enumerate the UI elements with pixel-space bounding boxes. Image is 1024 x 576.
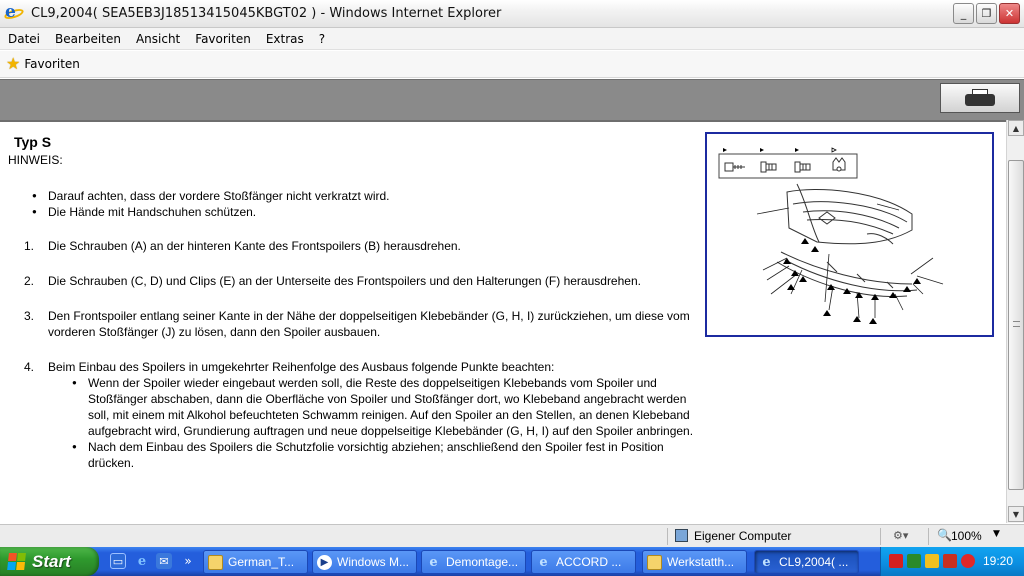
ie-icon: e xyxy=(762,554,771,570)
printer-icon xyxy=(963,89,997,107)
security-alert-tray-icon[interactable] xyxy=(925,554,939,568)
start-label: Start xyxy=(32,551,71,571)
taskbar-item-label: Windows M... xyxy=(337,555,410,569)
windows-flag-icon xyxy=(7,553,27,571)
step-text: Den Frontspoiler entlang seiner Kante in der Nähe der doppelseitigen Klebebänder (G, H, I) zurückziehen, um diese vom vorderen Stoßfänger (J) zu lösen, dann den Spoiler ausbauen. xyxy=(48,309,690,339)
window-title: CL9,2004( SEA5EB3J18513415045KBGT02 ) - Windows Internet Explorer xyxy=(31,6,502,21)
step-number: 1. xyxy=(24,239,35,253)
quicklaunch-more-icon[interactable]: » xyxy=(184,554,192,568)
menu-datei[interactable]: Datei xyxy=(8,31,41,46)
protected-mode-icon[interactable]: ⚙▾ xyxy=(893,529,909,542)
step-number: 2. xyxy=(24,274,35,288)
note-item: ● Darauf achten, dass der vordere Stoßfänger nicht verkratzt wird. xyxy=(30,188,390,204)
document-content xyxy=(0,120,1006,523)
menu-bar xyxy=(0,28,1024,50)
taskbar-item-german[interactable] xyxy=(203,550,308,574)
menu-help[interactable]: ? xyxy=(318,31,326,46)
step-3 xyxy=(24,308,694,340)
taskbar xyxy=(0,547,1024,576)
taskbar-item-label: Werkstatth... xyxy=(667,555,735,569)
page-heading: Typ S xyxy=(14,134,52,150)
menu-favoriten[interactable]: Favoriten xyxy=(195,31,251,46)
taskbar-item-label: CL9,2004( ... xyxy=(779,555,849,569)
note-item: ● Die Hände mit Handschuhen schützen. xyxy=(30,204,390,220)
vertical-scrollbar[interactable] xyxy=(1006,120,1024,523)
menu-ansicht[interactable]: Ansicht xyxy=(135,31,181,46)
spoiler-diagram xyxy=(705,132,994,337)
zoom-dropdown-icon[interactable]: ▼ xyxy=(993,529,1000,539)
status-bar xyxy=(0,524,1024,547)
menu-bearbeiten[interactable]: Bearbeiten xyxy=(55,31,121,46)
scroll-thumb[interactable] xyxy=(1008,160,1024,490)
taskbar-item-demontage[interactable] xyxy=(421,550,526,574)
taskbar-item-label: German_T... xyxy=(228,555,295,569)
step-4 xyxy=(24,359,694,471)
print-button[interactable] xyxy=(940,83,1020,113)
scroll-down-button[interactable]: ▼ xyxy=(1008,506,1024,522)
taskbar-item-accord[interactable] xyxy=(531,550,636,574)
favorites-button[interactable]: Favoriten xyxy=(24,57,80,71)
menu-extras[interactable]: Extras xyxy=(265,31,304,46)
taskbar-item-label: Demontage... xyxy=(446,555,519,569)
favorites-star-icon[interactable]: ★ xyxy=(6,54,21,73)
acrobat-tray-icon[interactable] xyxy=(889,554,903,568)
step-text: Die Schrauben (A) an der hinteren Kante des Frontspoilers (B) herausdrehen. xyxy=(48,239,461,253)
zoom-icon[interactable]: 🔍 xyxy=(937,528,952,542)
taskbar-item-media-player[interactable] xyxy=(312,550,417,574)
folder-icon xyxy=(647,555,662,570)
step-number: 3. xyxy=(24,309,35,323)
spoiler-illustration xyxy=(707,134,992,335)
close-button[interactable]: ✕ xyxy=(999,3,1020,24)
step-4-points xyxy=(70,375,710,471)
ie-logo-icon: e xyxy=(5,5,23,23)
title-bar xyxy=(0,0,1024,28)
show-desktop-icon[interactable]: ▭ xyxy=(110,553,126,569)
taskbar-item-werkstatt[interactable] xyxy=(642,550,747,574)
computer-icon xyxy=(675,529,688,542)
maximize-button[interactable]: ❐ xyxy=(976,3,997,24)
quicklaunch-ie-icon[interactable]: e xyxy=(137,553,147,569)
network-tray-icon[interactable] xyxy=(907,554,921,568)
step-1 xyxy=(24,238,694,254)
clock: 19:20 xyxy=(983,554,1014,568)
favorites-bar xyxy=(0,51,1024,78)
start-button[interactable] xyxy=(0,547,99,576)
minimize-button[interactable]: _ xyxy=(953,3,974,24)
zoom-level[interactable]: 100% xyxy=(951,529,982,543)
media-player-icon: ▶ xyxy=(317,555,332,570)
taskbar-item-cl9-active[interactable] xyxy=(754,550,859,574)
security-zone-label: Eigener Computer xyxy=(694,529,792,543)
step-text: Beim Einbau des Spoilers in umgekehrter Reihenfolge des Ausbaus folgende Punkte beachten: xyxy=(48,360,555,374)
taskbar-item-label: ACCORD ... xyxy=(556,555,622,569)
note-label: HINWEIS: xyxy=(8,153,63,167)
page-header-bar xyxy=(0,79,1024,120)
ie-icon: e xyxy=(429,554,438,570)
folder-icon xyxy=(208,555,223,570)
antivirus-tray-icon[interactable] xyxy=(961,554,975,568)
app-tray-icon[interactable] xyxy=(943,554,957,568)
window-controls xyxy=(953,3,1020,24)
scroll-up-button[interactable]: ▲ xyxy=(1008,120,1024,136)
step-4-point: ● Wenn der Spoiler wieder eingebaut werden soll, die Reste des doppelseitigen Klebebands vom Spoiler und Stoßfänger abschaben, dann die Oberfläche von Spoiler und Stoßfänger dort, wo Klebeband angebracht werden soll, mit einem mit Alkohol befeuchteten Schwamm reinigen. Auf den Spoiler an den Stellen, an denen Klebeband aufgebracht wird, Grundierung auftragen und neue doppelseitige Klebebänder (G, H, I) auf den Spoiler anbringen. xyxy=(70,375,710,439)
ie-icon: e xyxy=(539,554,548,570)
step-text: Die Schrauben (C, D) und Clips (E) an der Unterseite des Frontspoilers und den Halterungen (F) herausdrehen. xyxy=(48,274,641,288)
step-2 xyxy=(24,273,694,289)
step-4-body xyxy=(48,359,710,471)
step-4-point: ● Nach dem Einbau des Spoilers die Schutzfolie vorsichtig abziehen; anschließend den Spoiler fest in Position drücken. xyxy=(70,439,710,471)
step-number: 4. xyxy=(24,360,35,374)
quicklaunch-explorer-icon[interactable]: ✉ xyxy=(156,553,172,569)
note-list xyxy=(30,188,390,220)
